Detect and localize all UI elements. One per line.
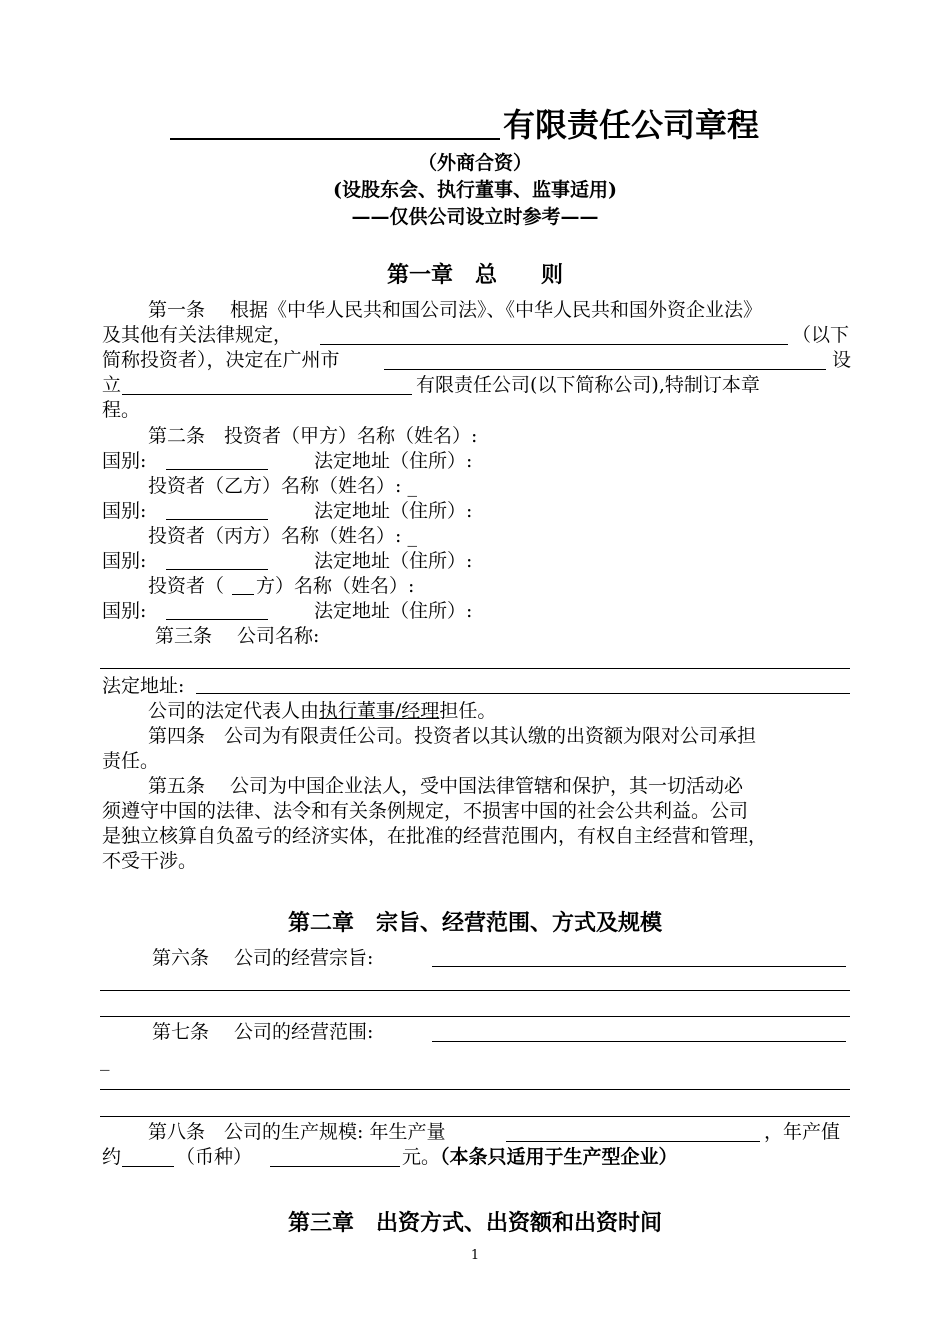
legal-rep-text-c: 担任。 [439,700,497,722]
article-5-line-3: 是独立核算自负盈亏的经济实体，在批准的经营范围内，有权自主经营和管理， [102,825,768,847]
investor-d-party-blank [232,594,254,595]
legal-rep-position: 执行董事/经理 [319,700,440,722]
yuan-label: 元。 [402,1146,441,1168]
currency-label: （币种） [176,1146,253,1168]
legal-address-line [196,693,850,694]
location-blank [384,369,826,370]
page-number: 1 [470,1248,480,1263]
production-note: （本条只适用于生产型企业） [440,1146,678,1168]
business-purpose-blank [432,966,846,967]
legal-rep-line [148,699,496,723]
subtitle-applicability: (设股东会、执行董事、监事适用) [333,179,617,201]
legal-address-label: 法定地址: [102,675,185,697]
address-label-c: 法定地址（住所）: [314,550,473,572]
country-label-c: 国别: [102,550,147,572]
annual-value-blank [122,1166,174,1167]
company-blank [122,394,412,395]
article-1-line-5: 程。 [102,399,141,421]
subtitle-foreign-joint: （外商合资） [417,152,532,174]
article-5-line-1: 第五条 公司为中国企业法人，受中国法律管辖和保护，其一切活动必 [148,775,744,797]
article-5-line-2: 须遵守中国的法律、法令和有关条例规定，不损害中国的社会公共利益。公司 [102,800,749,822]
article-8-line-2-start: 约 [102,1146,122,1168]
currency-amount-blank [270,1166,400,1167]
chapter-1-heading: 第一章 总 则 [386,262,563,288]
business-scope-line-2 [100,1089,850,1090]
business-purpose-line-3 [100,1016,850,1017]
article-8-line-1-end: ，年产值 [764,1121,841,1143]
article-2-line-1: 第二条 投资者（甲方）名称（姓名）: [148,425,478,447]
company-name-line [100,668,850,669]
business-scope-blank [432,1041,846,1042]
investor-names-blank [320,344,788,345]
country-blank-c [166,569,268,570]
chapter-2-heading: 第二章 宗旨、经营范围、方式及规模 [287,910,662,936]
article-1-line-4-start: 立 [102,374,122,396]
business-scope-line-3 [100,1116,850,1117]
article-7-line: 第七条 公司的经营范围: [152,1021,374,1043]
investor-d-line-end: 方）名称（姓名）: [256,575,415,597]
article-4-line-1: 第四条 公司为有限责任公司。投资者以其认缴的出资额为限对公司承担 [148,725,757,747]
investor-c-line: 投资者（丙方）名称（姓名）: _ [148,525,417,547]
article-1-line-3-end: 设 [832,349,852,371]
address-label-a: 法定地址（住所）: [314,450,473,472]
investor-b-line: 投资者（乙方）名称（姓名）: _ [148,475,417,497]
business-scope-dash: _ [100,1049,110,1071]
subtitle-reference-note: ——仅供公司设立时参考—— [351,206,599,228]
address-label-d: 法定地址（住所）: [314,600,473,622]
country-blank-d [166,619,268,620]
article-8-line-1-start: 第八条 公司的生产规模: 年生产量 [148,1121,446,1143]
article-6-line: 第六条 公司的经营宗旨: [152,947,374,969]
country-blank-a [166,469,268,470]
country-blank-b [166,519,268,520]
legal-rep-text-a: 公司的法定代表人由 [148,700,320,722]
business-purpose-line-2 [100,990,850,991]
article-1-line-2: 及其他有关法律规定， [102,324,293,346]
article-5-line-4: 不受干涉。 [102,850,198,872]
address-label-b: 法定地址（住所）: [314,500,473,522]
country-label-b: 国别: [102,500,147,522]
chapter-3-heading: 第三章 出资方式、出资额和出资时间 [287,1210,662,1236]
title-text: 有限责任公司章程 [503,106,760,144]
article-8-line-2-end [402,1145,678,1169]
document-title [170,100,810,144]
article-1-line-3: 简称投资者），决定在广州市 [102,349,340,371]
article-4-line-2: 责任。 [102,750,160,772]
country-label-d: 国别: [102,600,147,622]
article-1-line-1: 第一条 根据《中华人民共和国公司法》、《中华人民共和国外资企业法》 [148,299,763,321]
annual-output-blank [506,1141,760,1142]
country-label-a: 国别: [102,450,147,472]
company-name-blank [170,100,500,140]
article-1-line-4: 有限责任公司(以下简称公司),特制订本章 [416,374,760,396]
article-1-line-2-end: （以下 [792,324,850,346]
article-3-line-1: 第三条 公司名称: [155,625,320,647]
investor-d-line-start: 投资者（ [148,575,225,597]
